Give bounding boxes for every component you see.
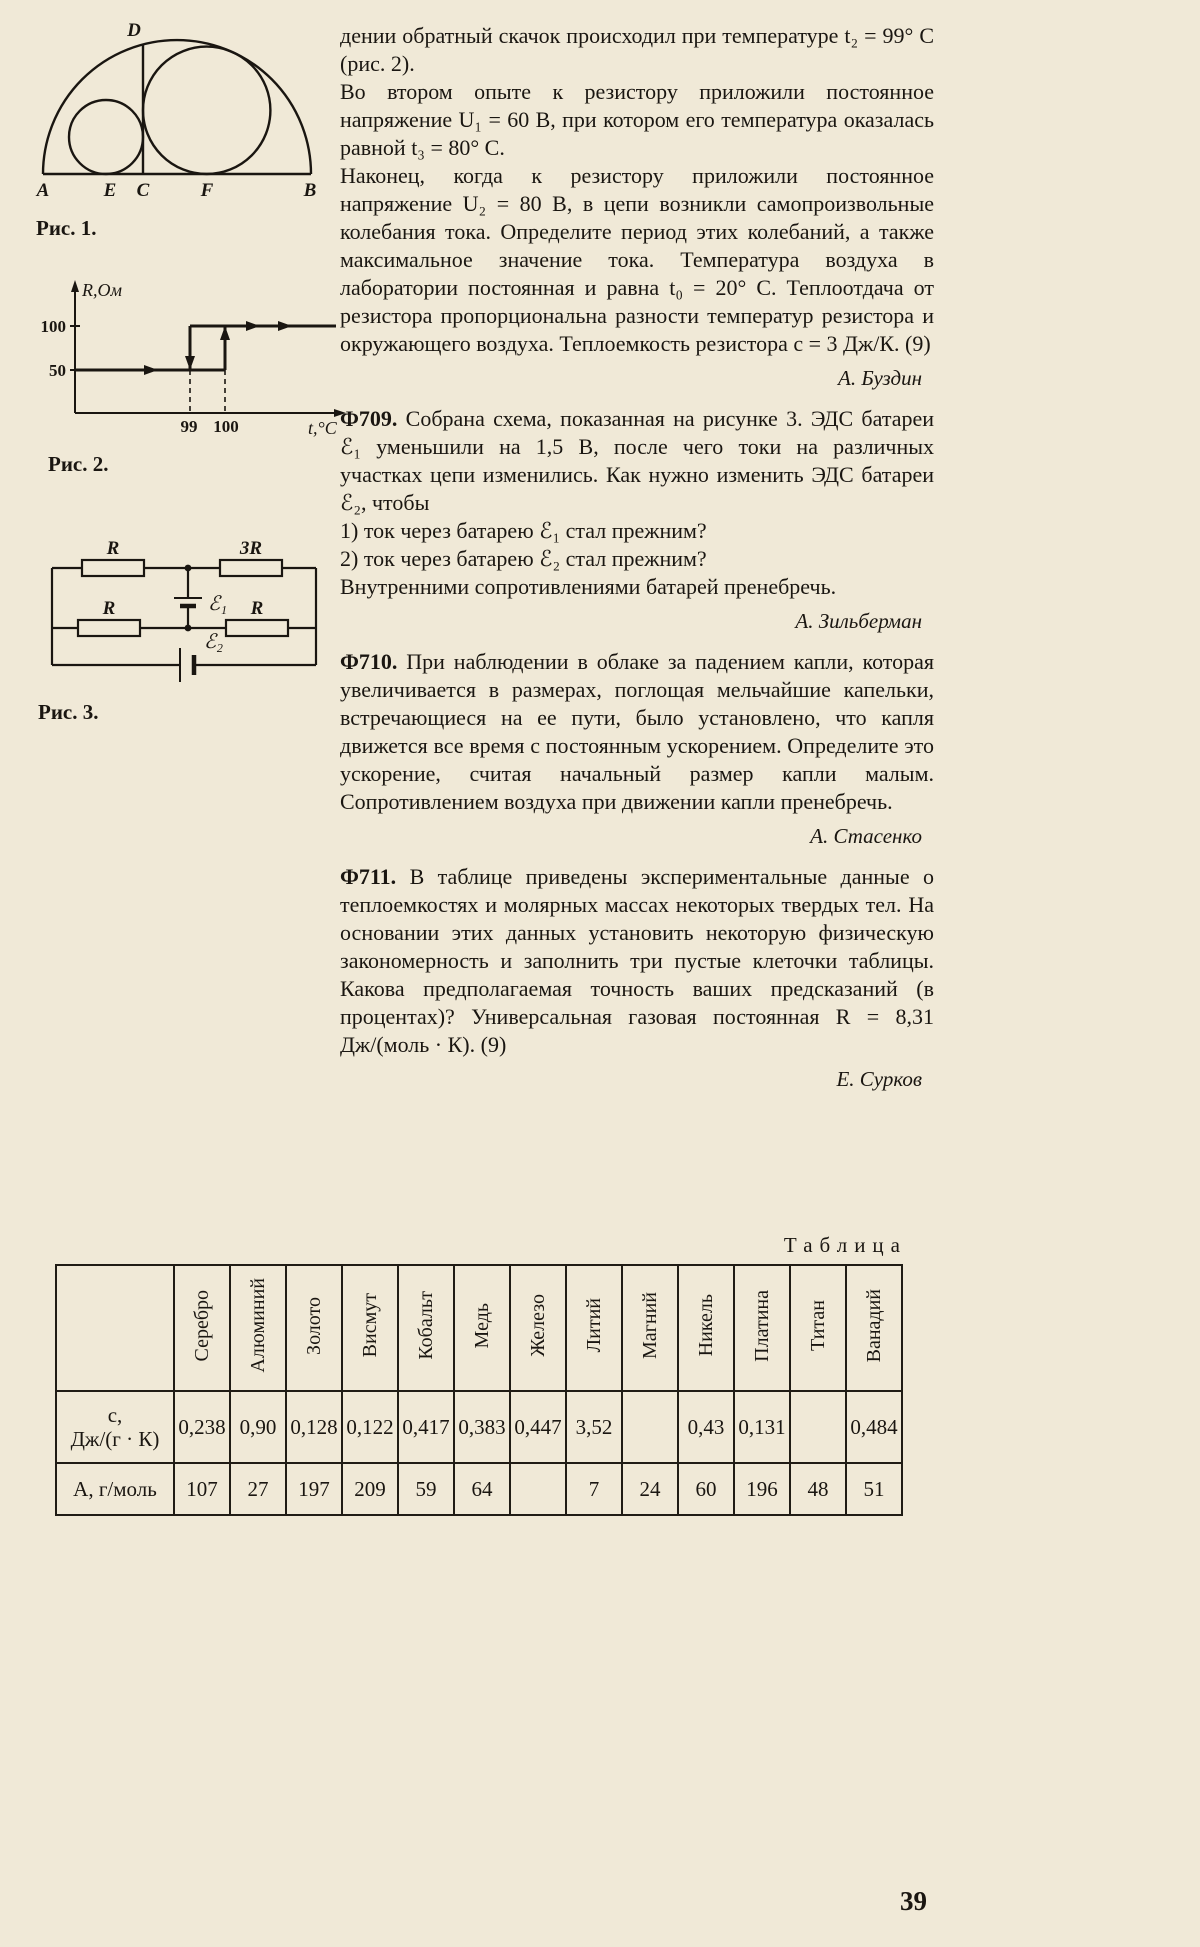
large-inscribed-circle — [143, 47, 270, 174]
figure-2-drawing — [40, 278, 350, 444]
column-header-lithium — [566, 1265, 622, 1391]
row-label-line-1: c, — [107, 1402, 123, 1427]
column-header-iron — [510, 1265, 566, 1391]
intro-paragraph-2: Во втором опыте к резистору приложили постоянное напряжение U₁ = 60 В, при котором его температура оказалась равной t₃ = 80° С. — [340, 79, 934, 160]
column-header-titanium — [790, 1265, 846, 1391]
column-header-platinum — [734, 1265, 790, 1391]
table-cell: 196 — [734, 1463, 790, 1515]
arrow-right-low — [144, 365, 158, 375]
label-emf1: ℰ₁ — [208, 593, 228, 615]
problem-f710-text: При наблюдении в облаке за падением капли, которая увеличивается в размерах, поглощая мельчайшие капельки, встречающиеся на ее пути, было установлено, что капля движется все время с постоянным ускорением. Определите это ускорение, считая начальный размер капли малым. Сопротивлением воздуха при движении капли пренебречь. — [340, 649, 934, 814]
table-cell: 0,383 — [454, 1391, 510, 1463]
small-inscribed-circle — [69, 100, 143, 174]
problem-f709-id: Ф709. — [340, 406, 398, 431]
table-cell: 60 — [678, 1463, 734, 1515]
column-header-label: Литий — [582, 1298, 605, 1353]
table-cell: 0,447 — [510, 1391, 566, 1463]
column-header-label: Ванадий — [862, 1288, 885, 1363]
label-point-c: C — [136, 180, 150, 201]
row-label-heat-capacity — [56, 1391, 174, 1463]
problem-f709-item-1: 1) ток через батарею ℰ₁ стал прежним? — [340, 518, 707, 543]
text-column — [340, 22, 934, 1097]
column-header-label: Железо — [526, 1294, 549, 1357]
table-cell-empty — [790, 1391, 846, 1463]
resistor-r-top-left — [82, 560, 144, 576]
table-cell: 0,128 — [286, 1391, 342, 1463]
column-header-copper — [454, 1265, 510, 1391]
label-r-top-left: R — [106, 540, 120, 559]
intro-paragraph-1: дении обратный скачок происходил при температуре t₂ = 99° С (рис. 2). — [340, 23, 934, 76]
figure-2 — [40, 278, 360, 477]
figure-1 — [28, 16, 338, 241]
table-cell: 0,484 — [846, 1391, 902, 1463]
table-cell-empty — [622, 1391, 678, 1463]
table-cell: 0,43 — [678, 1391, 734, 1463]
column-header-bismuth — [342, 1265, 398, 1391]
resistor-r-mid-left — [78, 620, 140, 636]
column-header-label: Кобальт — [414, 1291, 437, 1360]
table-row-heat-capacity — [56, 1391, 902, 1463]
resistor-r-mid-right — [226, 620, 288, 636]
page-number: 39 — [900, 1886, 927, 1916]
problem-f710-id: Ф710. — [340, 649, 398, 674]
column-header-label: Серебро — [190, 1289, 213, 1362]
table-cell: 209 — [342, 1463, 398, 1515]
figure-3 — [30, 540, 340, 725]
x-tick-label-100: 100 — [213, 417, 239, 436]
table-cell-empty — [510, 1463, 566, 1515]
column-header-label: Магний — [638, 1292, 661, 1359]
y-axis-arrow — [71, 280, 79, 292]
arrow-right-high-2 — [278, 321, 292, 331]
problem-f711-text: В таблице приведены экспериментальные данные о теплоемкостях и молярных массах некоторых твердых тел. На основании этих данных установить некоторую физическую закономерность и заполнить три пустые клеточки таблицы. Какова предполагаемая точность ваших предсказаний (в процентах)? Универсальная газовая постоянная R = 8,31 Дж/(моль · К). (9) — [340, 864, 934, 1057]
author-stasenko: А. Стасенко — [810, 824, 922, 848]
table-cell: 3,52 — [566, 1391, 622, 1463]
label-emf2: ℰ₂ — [204, 631, 224, 653]
column-header-label: Золото — [302, 1296, 325, 1355]
column-header-label: Алюминий — [246, 1278, 269, 1373]
row-label-molar-mass: А, г/моль — [56, 1463, 174, 1515]
table-cell: 0,90 — [230, 1391, 286, 1463]
column-header-label: Платина — [750, 1289, 773, 1362]
problem-f709-outro: Внутренними сопротивлениями батарей пренебречь. — [340, 574, 837, 599]
junction-dot-middle — [185, 625, 192, 632]
figure-3-drawing — [30, 540, 330, 692]
table-row-molar-mass — [56, 1463, 902, 1515]
author-zilberman: А. Зильберман — [795, 609, 922, 633]
table-cell: 64 — [454, 1463, 510, 1515]
figure-1-drawing — [28, 16, 328, 208]
table-header-row — [56, 1265, 902, 1391]
label-3r-top-right: 3R — [239, 540, 263, 559]
table-cell: 0,131 — [734, 1391, 790, 1463]
table-cell: 197 — [286, 1463, 342, 1515]
column-header-label: Медь — [470, 1302, 493, 1349]
column-header-label: Титан — [806, 1300, 829, 1351]
arrow-down-drop — [185, 356, 195, 370]
column-header-aluminium — [230, 1265, 286, 1391]
label-point-b: B — [303, 180, 317, 201]
label-point-e: E — [103, 180, 117, 201]
x-axis-label: t,°C — [308, 418, 337, 438]
problem-f709-text: Собрана схема, показанная на рисунке 3. ЭДС батареи ℰ₁ уменьшили на 1,5 В, после чего токи на различных участках цепи изменились. Как нужно изменить ЭДС батареи ℰ₂, чтобы — [340, 406, 935, 515]
column-header-gold — [286, 1265, 342, 1391]
figure-1-caption: Рис. 1. — [36, 216, 97, 240]
column-header-magnesium — [622, 1265, 678, 1391]
arrow-right-high-1 — [246, 321, 260, 331]
table-cell: 7 — [566, 1463, 622, 1515]
x-tick-label-99: 99 — [180, 417, 198, 436]
column-header-silver — [174, 1265, 230, 1391]
label-r-mid-left: R — [102, 598, 116, 619]
table-cell: 0,238 — [174, 1391, 230, 1463]
column-header-nickel — [678, 1265, 734, 1391]
data-table — [55, 1264, 903, 1516]
problem-f711-id: Ф711. — [340, 864, 397, 889]
figure-2-caption: Рис. 2. — [48, 452, 109, 476]
data-table-wrapper — [55, 1264, 903, 1516]
y-tick-label-100: 100 — [40, 317, 66, 336]
label-point-f: F — [200, 180, 214, 201]
author-buzdin: А. Буздин — [838, 366, 922, 390]
row-label-line-2: Дж/(г · К) — [70, 1427, 160, 1451]
arrow-up-jump — [220, 326, 230, 340]
author-surkov: Е. Сурков — [836, 1067, 922, 1091]
label-point-d: D — [127, 20, 141, 41]
table-cell: 24 — [622, 1463, 678, 1515]
table-cell: 48 — [790, 1463, 846, 1515]
column-header-label: Никель — [694, 1294, 717, 1357]
y-tick-label-50: 50 — [49, 361, 66, 380]
table-cell: 0,417 — [398, 1391, 454, 1463]
problem-f709 — [340, 405, 934, 517]
table-cell: 0,122 — [342, 1391, 398, 1463]
y-axis-label: R,Ом — [82, 280, 122, 300]
label-point-a: A — [36, 180, 50, 201]
problem-f709-item-2: 2) ток через батарею ℰ₂ стал прежним? — [340, 546, 707, 571]
table-cell: 27 — [230, 1463, 286, 1515]
problem-f711 — [340, 863, 934, 1059]
column-header-cobalt — [398, 1265, 454, 1391]
resistor-3r-top-right — [220, 560, 282, 576]
label-r-mid-right: R — [250, 598, 264, 619]
table-cell: 51 — [846, 1463, 902, 1515]
column-header-vanadium — [846, 1265, 902, 1391]
intro-paragraph-3: Наконец, когда к резистору приложили постоянное напряжение U₂ = 80 В, в цепи возникли самопроизвольные колебания тока. Определите период этих колебаний, а также максимальное значение тока. Температура воздуха в лаборатории постоянная и равна t₀ = 20° С. Теплоотдача от резистора пропорциональна разности температур резистора и окружающего воздуха. Теплоемкость резистора c = 3 Дж/К. (9) — [340, 163, 934, 356]
table-corner-cell — [56, 1265, 174, 1391]
table-cell: 59 — [398, 1463, 454, 1515]
table-cell: 107 — [174, 1463, 230, 1515]
column-header-label: Висмут — [358, 1293, 381, 1358]
figure-3-caption: Рис. 3. — [38, 700, 99, 724]
table-title: Таблица — [783, 1233, 907, 1257]
problem-f710 — [340, 648, 934, 816]
